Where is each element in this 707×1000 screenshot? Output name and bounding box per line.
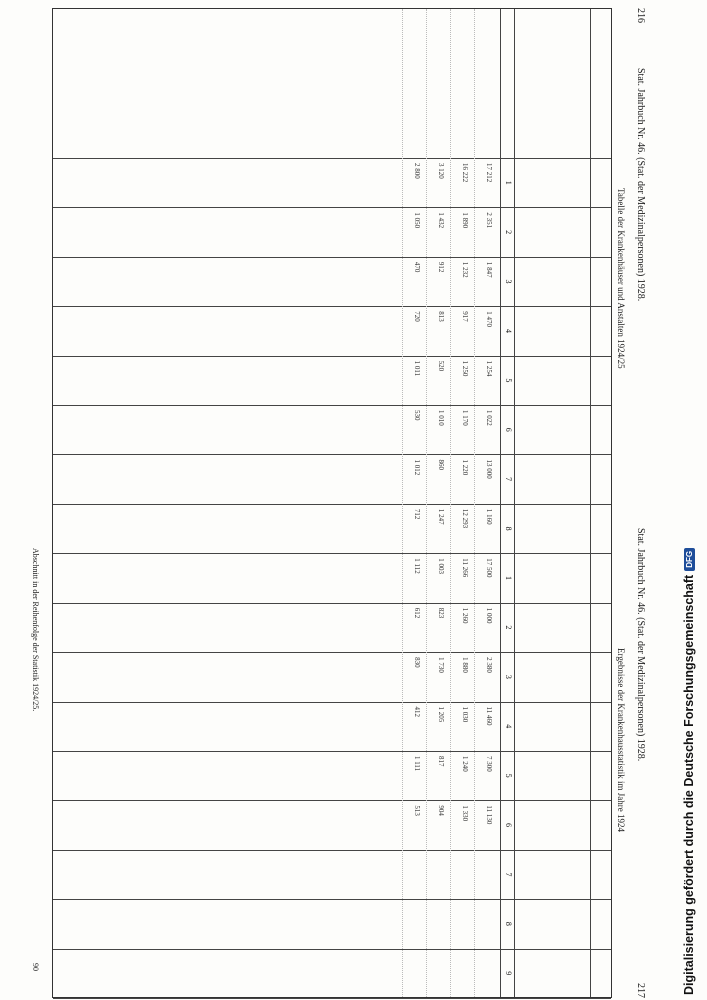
page-title-left: Stat. Jahrbuch Nr. 46. (Stat. der Medizinalpersonen) 1928. <box>635 68 646 302</box>
table-cell: 7 300 <box>485 755 493 772</box>
table-column <box>53 801 611 850</box>
table-cell: 817 <box>437 755 445 767</box>
table-cell: 912 <box>437 261 445 273</box>
row-rule <box>402 9 403 997</box>
table-cell: 1 112 <box>413 558 421 574</box>
row-rule <box>474 9 475 997</box>
table-cell: 1 847 <box>485 261 493 278</box>
table-cell: 1 022 <box>485 410 493 426</box>
footnote: Abschnitt in der Reihenfolge der Statistik 1924/25. <box>31 548 40 712</box>
subheading-right: Ergebnisse der Krankenhausstatistik im Jahre 1924 <box>616 648 626 833</box>
table-cell: 1 260 <box>461 607 469 624</box>
dfg-watermark <box>682 548 696 995</box>
table-cell: 1 170 <box>461 410 469 426</box>
table-cell: 1 432 <box>437 212 445 229</box>
table-cell: 11 460 <box>485 706 493 726</box>
table-cell: 13 000 <box>485 459 493 479</box>
table-cell: 1 880 <box>461 657 469 673</box>
page-title-right: Stat. Jahrbuch Nr. 46. (Stat. der Medizinalpersonen) 1928. <box>635 528 646 762</box>
table-cell: 1 012 <box>413 459 421 476</box>
table-cell: 520 <box>437 360 445 372</box>
table-cell: 1 011 <box>413 360 421 377</box>
table-cell: 1 730 <box>437 657 445 673</box>
row-rule <box>426 9 427 997</box>
statistics-table <box>52 8 612 998</box>
table-column <box>53 950 611 999</box>
table-cell: 813 <box>437 311 445 322</box>
table-cell: 16 222 <box>461 163 469 183</box>
table-cell: 1 111 <box>413 755 421 772</box>
column-number: 9 <box>504 971 513 976</box>
table-column <box>53 554 611 603</box>
table-column <box>53 505 611 554</box>
table-cell: 11 130 <box>485 805 493 825</box>
table-cell: 720 <box>413 311 421 322</box>
page-mark: 90 <box>31 963 40 971</box>
table-cell: 1 890 <box>461 212 469 229</box>
table-column <box>53 455 611 504</box>
table-cell: 17 212 <box>485 163 493 183</box>
table-cell: 917 <box>461 311 469 322</box>
table-cell: 2 380 <box>485 657 493 673</box>
table-cell: 513 <box>413 805 421 816</box>
subheading-left: Tabelle der Krankenhäuser und Anstalten 1924/25 <box>616 188 626 369</box>
table-cell: 1 240 <box>461 755 469 772</box>
column-number: 8 <box>504 921 513 926</box>
table-cell: 1 050 <box>413 212 421 229</box>
table-column <box>53 703 611 752</box>
dfg-text: Digitalisierung gefördert durch die Deutsche Forschungsgemeinschaft <box>682 574 696 995</box>
table-column <box>53 357 611 406</box>
table-cell: 1 030 <box>461 706 469 723</box>
table-cell: 612 <box>413 607 421 619</box>
rotated-table-page <box>10 8 650 998</box>
table-cell: 1 470 <box>485 311 493 327</box>
column-number: 5 <box>504 773 513 778</box>
table-cell: 1 330 <box>461 805 469 822</box>
column-number: 5 <box>504 378 513 383</box>
table-column <box>53 653 611 702</box>
column-number: 7 <box>504 477 513 482</box>
column-number: 2 <box>504 625 513 630</box>
table-cell: 904 <box>437 805 445 816</box>
table-cell: 1 250 <box>461 360 469 377</box>
column-number: 3 <box>504 674 513 679</box>
table-cell: 17 500 <box>485 558 493 578</box>
table-cell: 1 010 <box>437 410 445 426</box>
table-cell: 1 160 <box>485 508 493 525</box>
table-column <box>53 307 611 356</box>
table-cell: 2 800 <box>413 163 421 179</box>
table-cell: 470 <box>413 261 421 273</box>
column-number: 8 <box>504 526 513 531</box>
table-column <box>53 752 611 801</box>
table-cell: 11 266 <box>461 558 469 578</box>
column-number: 2 <box>504 230 513 235</box>
table-cell: 860 <box>437 459 445 470</box>
table-column <box>53 208 611 257</box>
table-cell: 1 254 <box>485 360 493 377</box>
column-number: 6 <box>504 427 513 432</box>
column-number: 3 <box>504 279 513 284</box>
dfg-logo-icon: DFG <box>684 548 695 571</box>
page-number-left: 216 <box>635 8 646 23</box>
table-column <box>53 900 611 949</box>
page-number-right: 217 <box>635 983 646 998</box>
table-cell: 12 293 <box>461 508 469 529</box>
table-column <box>53 406 611 455</box>
page-header <box>628 8 650 998</box>
table-cell: 823 <box>437 607 445 619</box>
table-cell: 412 <box>413 706 421 718</box>
table-cell: 830 <box>413 657 421 668</box>
table-cell: 1 232 <box>461 261 469 278</box>
table-column <box>53 851 611 900</box>
table-column <box>53 159 611 208</box>
table-cell: 2 351 <box>485 212 493 229</box>
table-column <box>53 9 611 159</box>
column-number: 6 <box>504 823 513 828</box>
table-cell: 1 247 <box>437 508 445 525</box>
column-number: 4 <box>504 724 513 729</box>
table-column <box>53 258 611 307</box>
column-number: 7 <box>504 872 513 877</box>
table-cell: 1 003 <box>437 558 445 575</box>
table-cell: 1 000 <box>485 607 493 624</box>
column-number: 4 <box>504 328 513 333</box>
table-column <box>53 604 611 653</box>
table-cell: 1 220 <box>461 459 469 476</box>
column-number: 1 <box>504 576 513 580</box>
row-rule <box>450 9 451 997</box>
table-cell: 3 120 <box>437 163 445 179</box>
table-cell: 712 <box>413 508 421 520</box>
table-cell: 530 <box>413 410 421 421</box>
table-cell: 1 205 <box>437 706 445 723</box>
column-number: 1 <box>504 180 513 185</box>
